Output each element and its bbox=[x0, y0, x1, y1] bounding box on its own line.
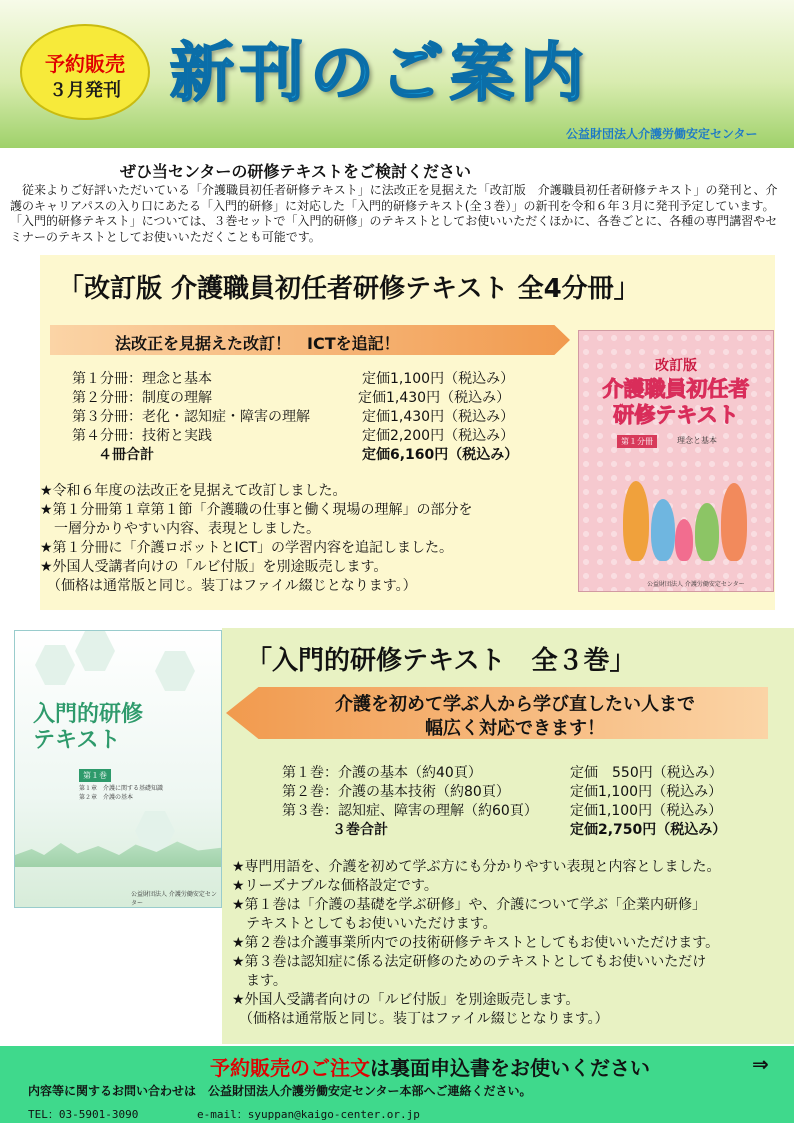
cover2-title-line1: 入門的研修 bbox=[33, 702, 144, 727]
section1-banner-text: 法改正を見据えた改訂！ ICTを追記！ bbox=[115, 334, 400, 353]
cta-highlight: 予約販売のご注文 bbox=[210, 1056, 370, 1080]
intro-body: 従来よりご好評いただいている「介護職員初任者研修テキスト」に法改正を見据えた「改訂版 介護職員初任者研修テキスト」の発刊と、介護のキャリアパスの入り口にあたる「入門的研修」に対応した「入門的研修テキスト(全３巻）」の新刊を令和６年３月に発刊予定しています。「入門的研修テキスト」については、３巻セットで「入門的研修」のテキストとしてお使いいただくほかに、各巻ごとに、各種の専門講習やセミナーのテキストとしてお使いいただくことも可能です。 bbox=[10, 183, 778, 244]
phone-number: TEL：03-5901-3090 bbox=[28, 1108, 139, 1121]
section1-item-name: 第３分冊：老化・認知症・障害の理解 bbox=[72, 409, 310, 425]
preorder-badge bbox=[20, 24, 150, 120]
section2-total-label: ３巻合計 bbox=[332, 822, 388, 838]
section1-item-price: 定価1,430円（税込み） bbox=[362, 409, 515, 425]
section1-item-price: 定価1,100円（税込み） bbox=[362, 371, 515, 387]
section1-item-price: 定価1,430円（税込み） bbox=[358, 390, 511, 406]
section1-total-label: ４冊合計 bbox=[98, 447, 154, 463]
cover2-title-line2: テキスト bbox=[33, 728, 121, 753]
section1-note: （価格は通常版と同じ。装丁はファイル綴じとなります。） bbox=[40, 578, 417, 594]
section2-item-name: 第３巻：認知症、障害の理解（約60頁） bbox=[282, 803, 538, 819]
cover2-publisher: 公益財団法人 介護労働安定センター bbox=[131, 891, 217, 907]
section2-banner-line1: 介護を初めて学ぶ人から学び直したい人まで bbox=[335, 694, 695, 715]
hexagon-decoration bbox=[35, 645, 75, 685]
badge-line1: 予約販売 bbox=[45, 52, 125, 76]
section1-item-name: 第２分冊：制度の理解 bbox=[72, 390, 212, 406]
section2-note: ★第２巻は介護事業所内での技術研修テキストとしてもお使いいただけます。 bbox=[232, 935, 720, 951]
hexagon-decoration bbox=[75, 631, 115, 671]
arrow-right-icon: ⇒ bbox=[752, 1052, 769, 1076]
intro-heading: ぜひ当センターの研修テキストをご検討ください bbox=[120, 162, 472, 181]
section2-item-price: 定価 550円（税込み） bbox=[570, 765, 723, 781]
contact-notice: 内容等に関するお問い合わせは 公益財団法人介護労働安定センター本部へご連絡ください。 bbox=[28, 1084, 532, 1098]
section2-item-price: 定価1,100円（税込み） bbox=[570, 803, 723, 819]
order-call-to-action bbox=[210, 1052, 650, 1081]
section2-note: ★外国人受講者向けの「ルビ付版」を別途販売します。 bbox=[232, 992, 580, 1008]
section2-note: ★リーズナブルな価格設定です。 bbox=[232, 878, 438, 894]
section2-item-name: 第１巻：介護の基本（約40頁） bbox=[282, 765, 482, 781]
section2-banner-line2: 幅広く対応できます！ bbox=[425, 718, 605, 739]
email-address: e-mail：syuppan@kaigo-center.or.jp bbox=[197, 1108, 420, 1121]
section2-note: テキストとしてもお使いいただけます。 bbox=[232, 916, 497, 932]
section1-title: 「改訂版 介護職員初任者研修テキスト 全4分冊」 bbox=[58, 274, 640, 304]
publisher-name: 公益財団法人介護労働安定センター bbox=[566, 127, 758, 141]
section1-note: 一層分かりやすい内容、表現としました。 bbox=[40, 521, 320, 537]
town-silhouette bbox=[15, 837, 222, 867]
section2-note: ★第１巻は「介護の基礎を学ぶ研修」や、介護について学ぶ「企業内研修」 bbox=[232, 897, 706, 913]
section1-item-price: 定価2,200円（税込み） bbox=[362, 428, 515, 444]
section2-total-price: 定価2,750円（税込み） bbox=[570, 822, 727, 838]
cover2-contents: 第２章 介護の基本 bbox=[79, 794, 134, 801]
section1-note: ★令和６年度の法改正を見据えて改訂しました。 bbox=[40, 483, 347, 499]
cover1-title-line1: 介護職員初任者 bbox=[602, 377, 750, 401]
cover2-contents: 第１章 介護に関する基礎知識 bbox=[79, 785, 164, 792]
section2-note: ます。 bbox=[232, 973, 287, 989]
badge-line2: ３月発刊 bbox=[49, 80, 121, 101]
section1-note: ★外国人受講者向けの「ルビ付版」を別途販売します。 bbox=[40, 559, 388, 575]
family-illustration bbox=[619, 469, 749, 569]
section2-item-name: 第２巻：介護の基本技術（約80頁） bbox=[282, 784, 510, 800]
book-cover-nyumonteki bbox=[14, 630, 222, 908]
section1-note: ★第１分冊第１章第１節「介護職の仕事と働く現場の理解」の部分を bbox=[40, 502, 473, 518]
cover1-publisher: 公益財団法人 介護労働安定センター bbox=[647, 581, 745, 588]
section1-item-name: 第１分冊：理念と基本 bbox=[72, 371, 212, 387]
section1-item-name: 第４分冊：技術と実践 bbox=[72, 428, 212, 444]
book-cover-shoninsha bbox=[578, 330, 774, 592]
cover1-volume-name: 理念と基本 bbox=[677, 436, 717, 445]
cover1-volume: 第１分冊 bbox=[617, 435, 657, 448]
cover1-edition: 改訂版 bbox=[655, 358, 697, 374]
section2-note: （価格は通常版と同じ。装丁はファイル綴じとなります。） bbox=[232, 1011, 609, 1027]
hexagon-decoration bbox=[135, 811, 175, 851]
section2-title: 「入門的研修テキスト 全３巻」 bbox=[246, 646, 636, 676]
hexagon-decoration bbox=[155, 651, 195, 691]
cta-text: は裏面申込書をお使いください bbox=[370, 1056, 650, 1080]
cover1-title-line2: 研修テキスト bbox=[613, 403, 739, 427]
section1-total-price: 定価6,160円（税込み） bbox=[362, 447, 519, 463]
section2-note: ★第３巻は認知症に係る法定研修のためのテキストとしてもお使いいただけ bbox=[232, 954, 707, 970]
section2-note: ★専門用語を、介護を初めて学ぶ方にも分かりやすい表現と内容としました。 bbox=[232, 859, 721, 875]
section1-note: ★第１分冊に「介護ロボットとICT」の学習内容を追記しました。 bbox=[40, 540, 454, 556]
section2-item-price: 定価1,100円（税込み） bbox=[570, 784, 723, 800]
cover2-volume: 第１巻 bbox=[79, 769, 111, 782]
page-title: 新刊のご案内 bbox=[170, 37, 590, 111]
